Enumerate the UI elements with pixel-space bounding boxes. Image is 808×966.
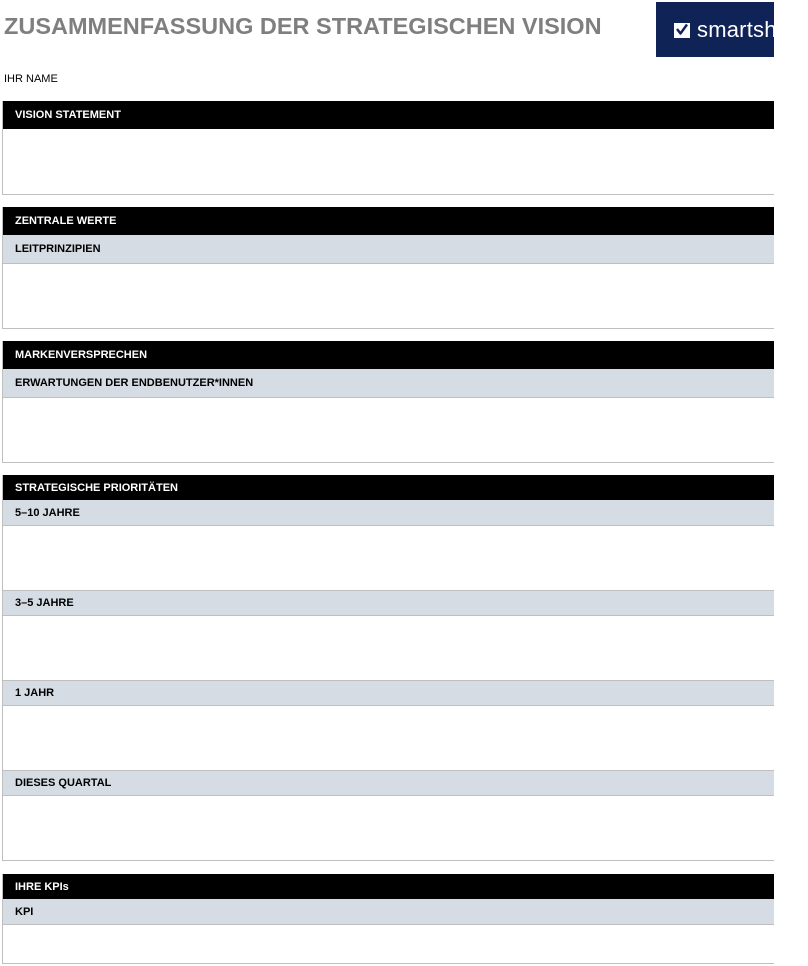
name-label: IHR NAME [4, 73, 58, 85]
priority-5-10-years-subheader: 5–10 JAHRE [3, 500, 774, 526]
priority-1-year-entry[interactable] [3, 706, 774, 770]
end-user-expectations-entry[interactable] [3, 398, 774, 462]
end-user-expectations-subheader: ERWARTUNGEN DER ENDBENUTZER*INNEN [3, 369, 774, 398]
vision-statement-entry[interactable] [3, 129, 774, 194]
priority-5-10-years-entry[interactable] [3, 526, 774, 590]
core-values-header: ZENTRALE WERTE [3, 207, 774, 235]
guiding-principles-entry[interactable] [3, 264, 774, 328]
priority-3-5-years-subheader: 3–5 JAHRE [3, 590, 774, 616]
strategic-priorities-section [2, 475, 774, 861]
guiding-principles-subheader: LEITPRINZIPIEN [3, 235, 774, 264]
page-title: ZUSAMMENFASSUNG DER STRATEGISCHEN VISION [4, 13, 602, 39]
logo-text: smartsheet [697, 16, 808, 42]
priority-this-quarter-entry[interactable] [3, 796, 774, 860]
strategic-priorities-header: STRATEGISCHE PRIORITÄTEN [3, 475, 774, 500]
kpi-subheader: KPI [3, 899, 774, 925]
brand-promise-section [2, 341, 774, 463]
smartsheet-logo [656, 2, 808, 57]
vision-statement-section [2, 101, 774, 195]
kpis-header: IHRE KPIs [3, 874, 774, 899]
kpi-entry[interactable] [3, 925, 774, 963]
brand-promise-header: MARKENVERSPRECHEN [3, 341, 774, 369]
priority-1-year-subheader: 1 JAHR [3, 680, 774, 706]
kpis-section [2, 874, 774, 964]
priority-3-5-years-entry[interactable] [3, 616, 774, 680]
vision-statement-header: VISION STATEMENT [3, 101, 774, 129]
smartsheet-check-icon [673, 21, 691, 39]
core-values-section [2, 207, 774, 329]
priority-this-quarter-subheader: DIESES QUARTAL [3, 770, 774, 796]
